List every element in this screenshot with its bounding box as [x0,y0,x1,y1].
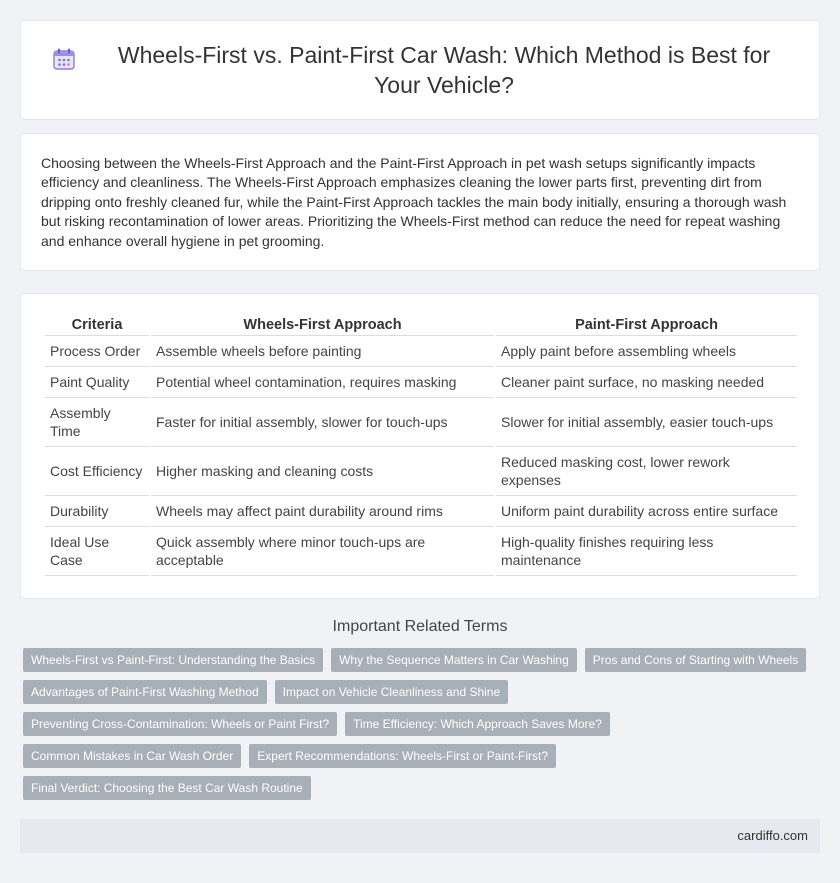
related-term-link[interactable]: Time Efficiency: Which Approach Saves More? [345,712,610,736]
related-term-link[interactable]: Advantages of Paint-First Washing Method [23,680,267,704]
table-row [45,367,797,398]
cell-criteria: Durability [45,496,149,527]
table-row [45,447,797,496]
table-header-row [45,312,797,336]
cell-paint-first: Cleaner paint surface, no masking needed [496,367,797,398]
table-row [45,398,797,447]
cell-wheels-first: Higher masking and cleaning costs [151,447,494,496]
related-term-link[interactable]: Common Mistakes in Car Wash Order [23,744,241,768]
related-term-link[interactable]: Why the Sequence Matters in Car Washing [331,648,577,672]
cell-paint-first: Apply paint before assembling wheels [496,336,797,367]
cell-criteria: Paint Quality [45,367,149,398]
cell-paint-first: Uniform paint durability across entire surface [496,496,797,527]
related-terms-section [20,618,820,808]
cell-wheels-first: Assemble wheels before painting [151,336,494,367]
related-terms-list [20,648,820,808]
related-term-link[interactable]: Final Verdict: Choosing the Best Car Wash Routine [23,776,311,800]
header-criteria: Criteria [45,312,149,336]
header-wheels-first: Wheels-First Approach [151,312,494,336]
related-term-link[interactable]: Wheels-First vs Paint-First: Understanding the Basics [23,648,323,672]
header-paint-first: Paint-First Approach [496,312,797,336]
intro-card [20,133,820,271]
table-row [45,336,797,367]
intro-paragraph: Choosing between the Wheels-First Approach and the Paint-First Approach in pet wash setups significantly impacts efficiency and cleanliness. The Wheels-First Approach emphasizes cleaning the lower parts first, preventing dirt from dripping onto freshly cleaned fur, while the Paint-First Approach tackles the main body initially, ensuring a thorough wash but risking recontamination of lower areas. Prioritizing the Wheels-First method can reduce the need for repeat washing and enhance overall hygiene in pet grooming. [41,155,787,249]
related-term-link[interactable]: Impact on Vehicle Cleanliness and Shine [275,680,508,704]
footer [20,819,820,853]
cell-criteria: Cost Efficiency [45,447,149,496]
cell-criteria: Process Order [45,336,149,367]
cell-wheels-first: Wheels may affect paint durability around rims [151,496,494,527]
comparison-table-card [20,293,820,599]
cell-wheels-first: Potential wheel contamination, requires masking [151,367,494,398]
related-term-link[interactable]: Preventing Cross-Contamination: Wheels or Paint First? [23,712,337,736]
cell-paint-first: Reduced masking cost, lower rework expenses [496,447,797,496]
related-term-link[interactable]: Expert Recommendations: Wheels-First or Paint-First? [249,744,556,768]
cell-wheels-first: Quick assembly where minor touch-ups are acceptable [151,527,494,576]
table-row [45,496,797,527]
footer-site-link[interactable]: cardiffo.com [737,828,808,843]
cell-paint-first: High-quality finishes requiring less maintenance [496,527,797,576]
cell-wheels-first: Faster for initial assembly, slower for touch-ups [151,398,494,447]
calendar-icon [51,46,77,72]
table-row [45,527,797,576]
related-terms-heading: Important Related Terms [332,618,508,635]
related-term-link[interactable]: Pros and Cons of Starting with Wheels [585,648,806,672]
comparison-table [43,312,799,576]
title-card [20,20,820,120]
page-title: Wheels-First vs. Paint-First Car Wash: Which Method is Best for Your Vehicle? [117,42,771,98]
cell-paint-first: Slower for initial assembly, easier touch-ups [496,398,797,447]
cell-criteria: Ideal Use Case [45,527,149,576]
cell-criteria: Assembly Time [45,398,149,447]
